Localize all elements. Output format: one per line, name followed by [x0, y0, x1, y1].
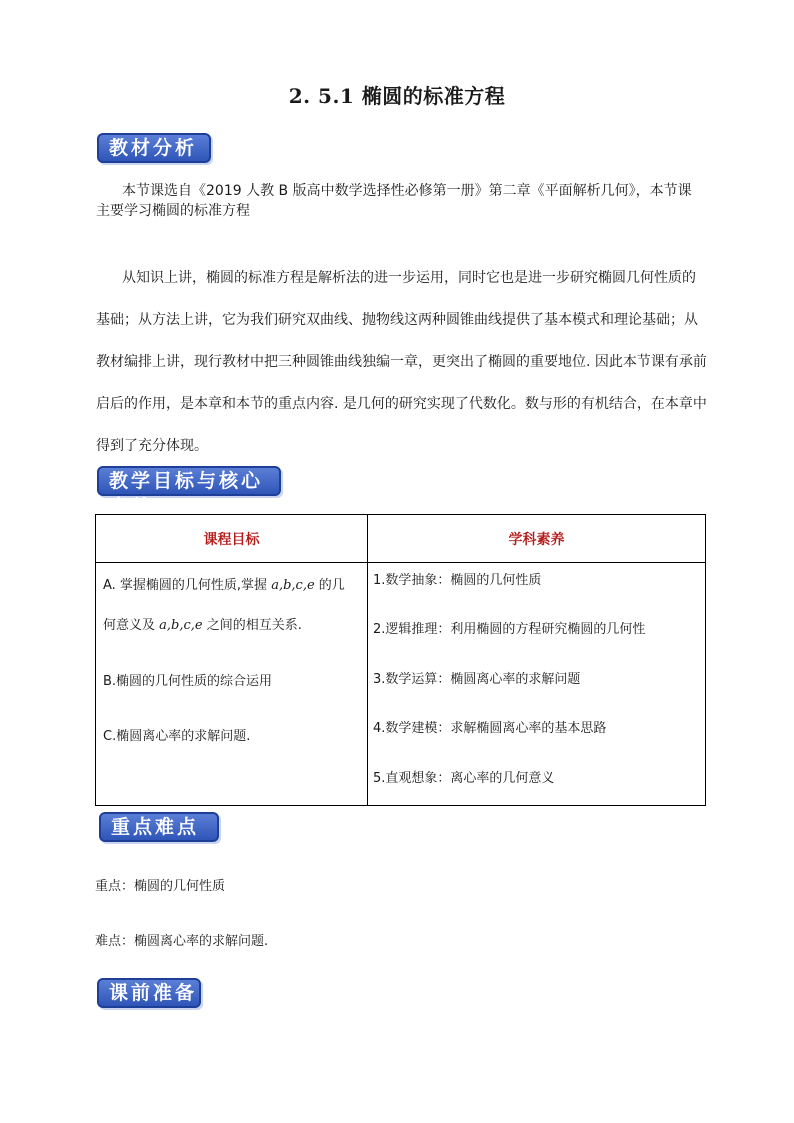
goal-c: C.椭圆离心率的求解问题.	[103, 729, 251, 744]
header-subject-literacy: 学科素养	[368, 515, 706, 563]
analysis-p2-line3: 教材编排上讲，现行教材中把三种圆锥曲线独编一章，更突出了椭圆的重要地位. 因此本节课有承前	[96, 354, 707, 370]
header-course-goals: 课程目标	[96, 515, 368, 563]
goal-a-variables: a,b,c,e	[271, 578, 315, 593]
analysis-p2-line2: 基础；从方法上讲，它为我们研究双曲线、抛物线这两种圆锥曲线提供了基本模式和理论基础；从	[96, 312, 698, 328]
goal-a-line1	[103, 574, 345, 593]
section-banner-preparation: 课前准备	[97, 978, 201, 1008]
goal-a-text-3: 何意义及	[103, 618, 160, 633]
literacy-item-3: 3.数学运算：椭圆离心率的求解问题	[373, 672, 581, 687]
literacy-item-5: 5.直观想象：离心率的几何意义	[373, 771, 555, 786]
analysis-p2-line4: 启后的作用，是本章和本节的重点内容. 是几何的研究实现了代数化。数与形的有机结合，在本章中	[96, 396, 707, 412]
analysis-paragraph-2	[96, 257, 708, 467]
key-point-important: 重点：椭圆的几何性质	[95, 879, 226, 894]
goal-a-variables-2: a,b,c,e	[159, 618, 203, 633]
page-title: 2. 5.1 椭圆的标准方程	[288, 84, 506, 108]
goal-b: B.椭圆的几何性质的综合运用	[103, 674, 273, 689]
section-banner-goals: 教学目标与核心素养	[97, 466, 281, 496]
goal-a-text-1: A. 掌握椭圆的几何性质,掌握	[103, 578, 272, 593]
key-point-difficult: 难点：椭圆离心率的求解问题.	[95, 934, 269, 949]
goals-table	[95, 514, 706, 806]
literacy-item-4: 4.数学建模：求解椭圆离心率的基本思路	[373, 721, 607, 736]
goals-table-header-row	[96, 515, 706, 563]
literacy-item-1: 1.数学抽象：椭圆的几何性质	[373, 573, 542, 588]
section-banner-analysis: 教材分析	[97, 133, 211, 163]
goal-a-line2	[103, 614, 302, 633]
analysis-p1-line2: 主要学习椭圆的标准方程	[96, 203, 250, 219]
analysis-paragraph-1	[96, 181, 706, 221]
goal-a-text-4: 之间的相互关系.	[202, 618, 302, 633]
section-banner-key-points: 重点难点	[99, 812, 219, 842]
analysis-p2-line1: 从知识上讲，椭圆的标准方程是解析法的进一步运用，同时它也是进一步研究椭圆几何性质的	[122, 270, 696, 286]
goal-a-text-2: 的几	[314, 578, 345, 593]
analysis-p1-line1: 本节课选自《2019 人教 B 版高中数学选择性必修第一册》第二章《平面解析几何》，本节课	[122, 183, 692, 199]
literacy-item-2: 2.逻辑推理：利用椭圆的方程研究椭圆的几何性	[373, 622, 646, 637]
analysis-p2-line5: 得到了充分体现。	[96, 438, 208, 454]
